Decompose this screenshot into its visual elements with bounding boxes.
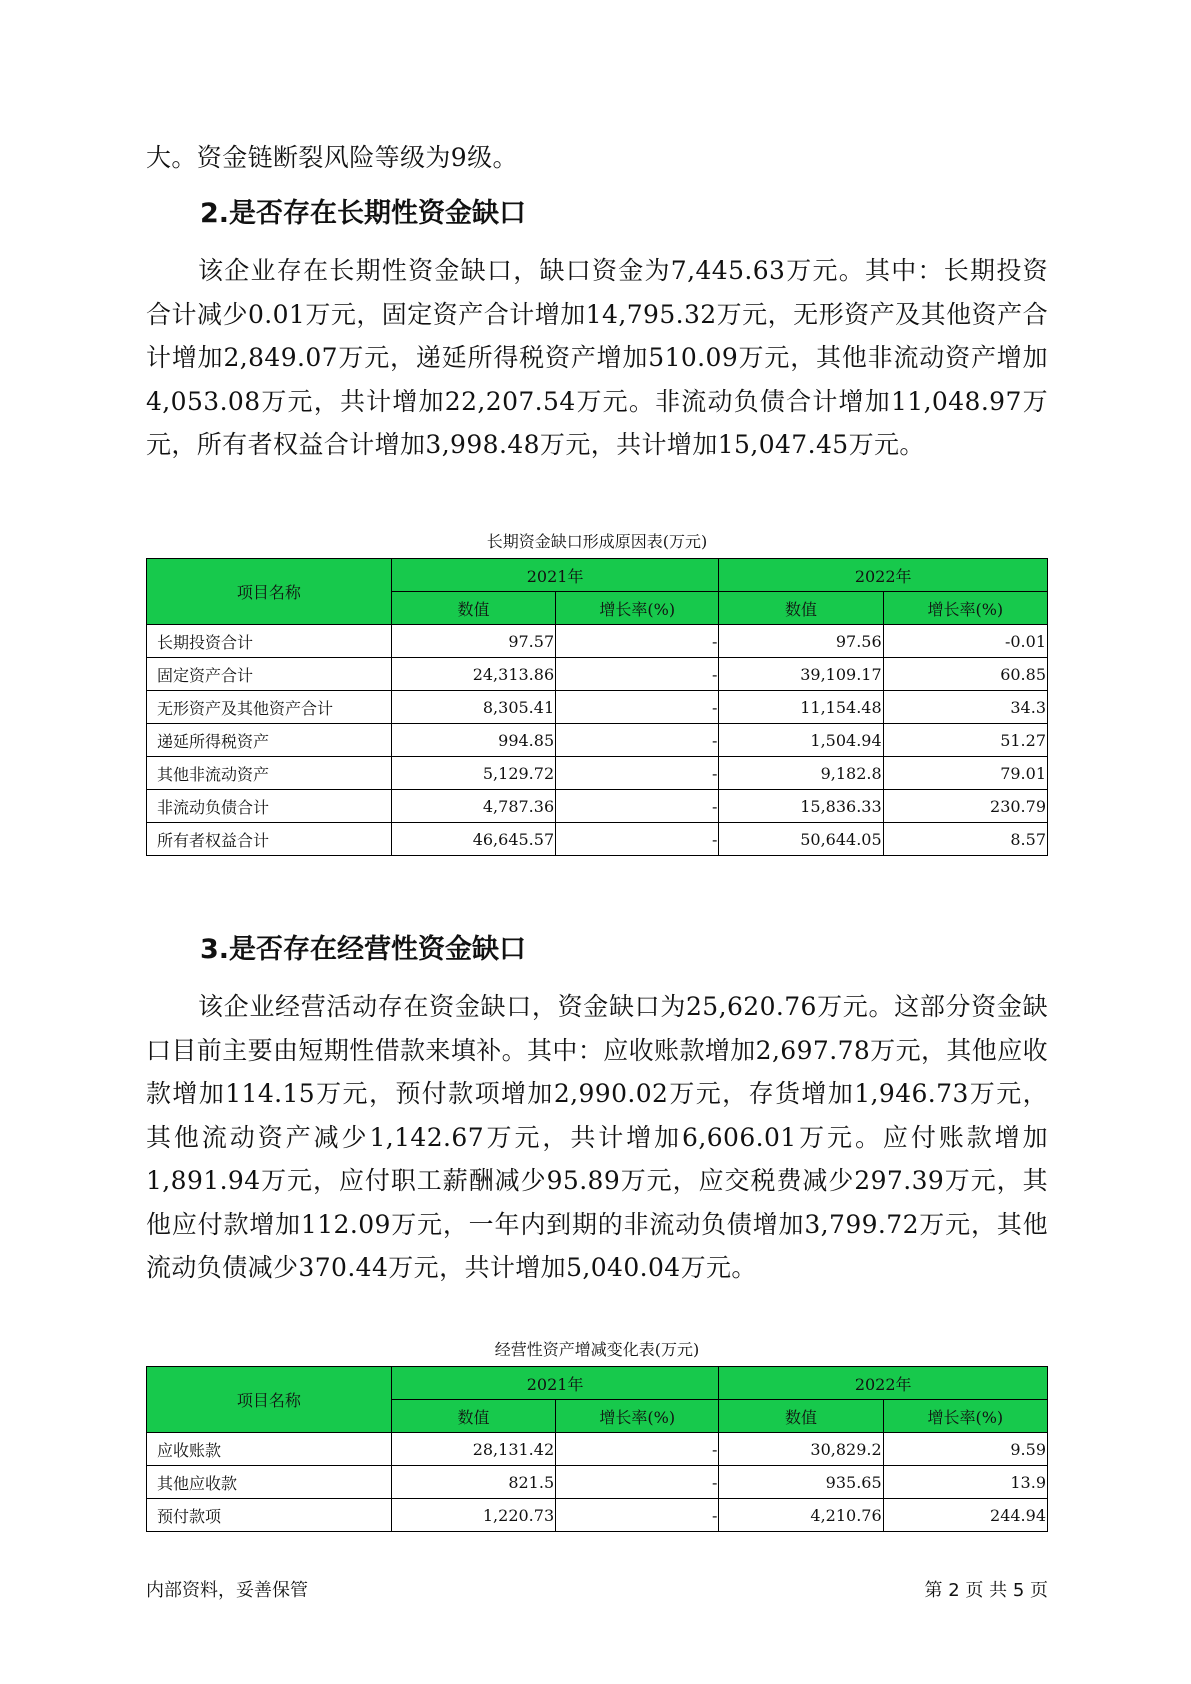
table-row: [147, 691, 1048, 724]
growth-2021: -: [556, 658, 719, 691]
row-name: 非流动负债合计: [147, 790, 392, 823]
section2-heading: 2.是否存在长期性资金缺口: [200, 198, 527, 229]
growth-2022: 9.59: [883, 1433, 1047, 1466]
table-row: [147, 625, 1048, 658]
col-header-2022: 2022年: [719, 559, 1048, 592]
section2-paragraph: 该企业存在长期性资金缺口，缺口资金为7,445.63万元。其中：长期投资合计减少0.01万元，固定资产合计增加14,795.32万元，无形资产及其他资产合计增加2,849.07万元，递延所得税资产增加510.09万元，其他非流动资产增加4,053.08万元，共计增加22,207.54万元。非流动负债合计增加11,048.97万元，所有者权益合计增加3,998.48万元，共计增加15,047.45万元。: [146, 256, 1048, 459]
footer-confidential-note: 内部资料，妥善保管: [146, 1580, 308, 1601]
table-row: [147, 1499, 1048, 1532]
value-2022: 15,836.33: [719, 790, 883, 823]
col-header-value-2022: 数值: [719, 592, 883, 625]
col-header-value-2021: 数值: [391, 592, 555, 625]
section3-paragraph: 该企业经营活动存在资金缺口，资金缺口为25,620.76万元。这部分资金缺口目前主要由短期性借款来填补。其中：应收账款增加2,697.78万元，其他应收款增加114.15万元，预付款项增加2,990.02万元，存货增加1,946.73万元，其他流动资产减少1,142.67万元，共计增加6,606.01万元。应付账款增加1,891.94万元，应付职工薪酬减少95.89万元，应交税费减少297.39万元，其他应付款增加112.09万元，一年内到期的非流动负债增加3,799.72万元，其他流动负债减少370.44万元，共计增加5,040.04万元。: [146, 992, 1048, 1282]
row-name: 预付款项: [147, 1499, 392, 1532]
long-term-gap-table: [146, 558, 1048, 856]
value-2022: 50,644.05: [719, 823, 883, 856]
col-header-growth-2021: 增长率(%): [556, 1400, 719, 1433]
col-header-2021: 2021年: [391, 559, 719, 592]
col-header-name: 项目名称: [147, 1367, 392, 1433]
growth-2022: 230.79: [883, 790, 1047, 823]
growth-2021: -: [556, 823, 719, 856]
table-row: [147, 790, 1048, 823]
value-2022: 1,504.94: [719, 724, 883, 757]
table-row: [147, 658, 1048, 691]
value-2022: 9,182.8: [719, 757, 883, 790]
row-name: 所有者权益合计: [147, 823, 392, 856]
value-2022: 39,109.17: [719, 658, 883, 691]
value-2021: 97.57: [391, 625, 555, 658]
table-row: [147, 757, 1048, 790]
growth-2022: 8.57: [883, 823, 1047, 856]
row-name: 固定资产合计: [147, 658, 392, 691]
growth-2021: -: [556, 1499, 719, 1532]
growth-2022: 244.94: [883, 1499, 1047, 1532]
value-2021: 8,305.41: [391, 691, 555, 724]
col-header-2022: 2022年: [719, 1367, 1048, 1400]
table2-caption: 经营性资产增减变化表(万元): [494, 1340, 700, 1359]
col-header-growth-2021: 增长率(%): [556, 592, 719, 625]
col-header-name: 项目名称: [147, 559, 392, 625]
growth-2022: 51.27: [883, 724, 1047, 757]
growth-2022: 13.9: [883, 1466, 1047, 1499]
table1-caption: 长期资金缺口形成原因表(万元): [486, 532, 708, 551]
growth-2021: -: [556, 790, 719, 823]
table-row: [147, 1433, 1048, 1466]
row-name: 其他非流动资产: [147, 757, 392, 790]
col-header-value-2022: 数值: [719, 1400, 883, 1433]
row-name: 其他应收款: [147, 1466, 392, 1499]
value-2021: 821.5: [391, 1466, 555, 1499]
footer-page-number: 第 2 页 共 5 页: [924, 1580, 1048, 1601]
value-2021: 24,313.86: [391, 658, 555, 691]
growth-2021: -: [556, 1466, 719, 1499]
table-row: [147, 1466, 1048, 1499]
col-header-value-2021: 数值: [391, 1400, 555, 1433]
col-header-growth-2022: 增长率(%): [883, 1400, 1047, 1433]
growth-2021: -: [556, 625, 719, 658]
value-2021: 994.85: [391, 724, 555, 757]
intro-line: 大。资金链断裂风险等级为9级。: [146, 143, 518, 172]
operating-asset-change-table: [146, 1366, 1048, 1532]
col-header-2021: 2021年: [391, 1367, 719, 1400]
col-header-growth-2022: 增长率(%): [883, 592, 1047, 625]
growth-2022: -0.01: [883, 625, 1047, 658]
value-2021: 1,220.73: [391, 1499, 555, 1532]
growth-2022: 60.85: [883, 658, 1047, 691]
value-2022: 11,154.48: [719, 691, 883, 724]
growth-2021: -: [556, 724, 719, 757]
table-row: [147, 724, 1048, 757]
value-2022: 935.65: [719, 1466, 883, 1499]
value-2021: 5,129.72: [391, 757, 555, 790]
growth-2021: -: [556, 691, 719, 724]
value-2022: 4,210.76: [719, 1499, 883, 1532]
growth-2022: 79.01: [883, 757, 1047, 790]
value-2021: 4,787.36: [391, 790, 555, 823]
value-2022: 97.56: [719, 625, 883, 658]
value-2022: 30,829.2: [719, 1433, 883, 1466]
row-name: 长期投资合计: [147, 625, 392, 658]
section3-heading: 3.是否存在经营性资金缺口: [200, 934, 527, 965]
row-name: 应收账款: [147, 1433, 392, 1466]
growth-2021: -: [556, 757, 719, 790]
growth-2021: -: [556, 1433, 719, 1466]
value-2021: 28,131.42: [391, 1433, 555, 1466]
growth-2022: 34.3: [883, 691, 1047, 724]
value-2021: 46,645.57: [391, 823, 555, 856]
row-name: 递延所得税资产: [147, 724, 392, 757]
table-row: [147, 823, 1048, 856]
row-name: 无形资产及其他资产合计: [147, 691, 392, 724]
